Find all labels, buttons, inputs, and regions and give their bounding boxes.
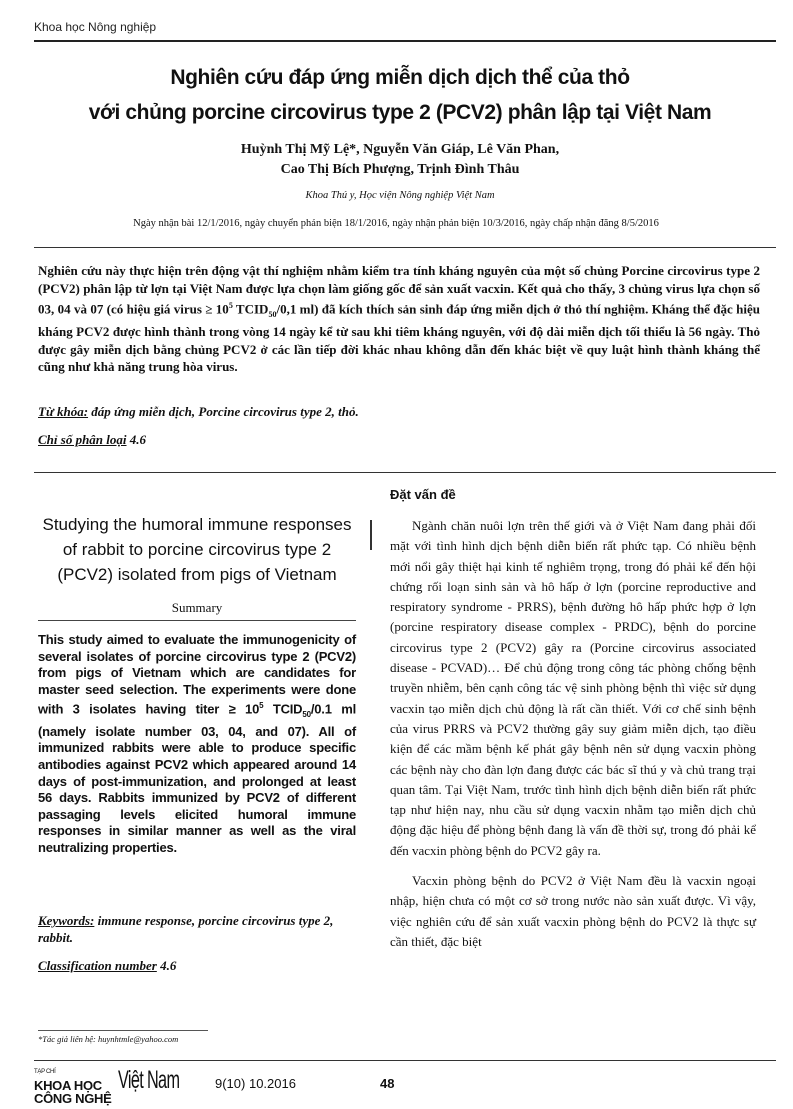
- authors-line1: Huỳnh Thị Mỹ Lệ*, Nguyễn Văn Giáp, Lê Văn Phan,: [240, 142, 560, 157]
- body-text: [390, 516, 756, 952]
- section-label: Khoa học Nông nghiệp: [34, 20, 157, 34]
- keywords-en: [38, 912, 356, 946]
- english-summary-text-c: /0.1 ml (namely isolate number 03, 04, and 07). All of immunized rabbits were able to produce specific antibodies against PCV2 which appeared around 14 days of post-immunization, and prolonged at least 56 days. Rabbits immunized by PCV2 of different passaging levels elicited humoral immune responses in similar manner as well as the viral neutralizing properties.: [38, 701, 356, 856]
- classification-en-label: Classification number: [38, 958, 157, 973]
- journal-logo-small: TẠP CHÍ: [34, 1069, 56, 1075]
- abstract-vi-sub: 50: [268, 309, 277, 319]
- body-paragraph-1: Ngành chăn nuôi lợn trên thế giới và ở Việt Nam đang phải đối mặt với tình hình dịch bệnh diễn biến rất phức tạp. Có nhiều bệnh mới nổi gây thiệt hại kinh tế nghiêm trọng, trong đó phải kể đến hội chứng rối loạn sinh sản và hô hấp ở lợn (porcine reproductive and respiratory syndrome - PRRS), bệnh đường hô hấp phức hợp ở lợn (porcine respiratory disease complex - PRDC), bệnh do porcine circovirus type 2 (PCV2) gây ra (Porcine circovirus associated disease - PCVAD)… Để chủ động trong công tác phòng chống bệnh truyền nhiễm, bên cạnh công tác vệ sinh phòng bệnh thì việc sử dụng vacxin tạo miễn dịch chủ động là rất cần thiết. Với cơ chế sinh bệnh của virus PRRS và PCV2 thường gây suy giảm miễn dịch, tạo điều kiện để các mầm bệnh kế phát gây bệnh nên sử dụng vacxin phòng các bệnh này cho đàn lợn đang được các bác sĩ thú y và chủ trang trại quan tâm. Tại Việt Nam, trước tình hình dịch bệnh diễn biến rất phức tạp như hiện nay, nhu cầu sử dụng vacxin nhằm tạo miễn dịch chủ động đặc hiệu để phòng bệnh đang là vấn đề thời sự, trong đó phải kể đến vacxin phòng bệnh do PCV2 gây ra.: [390, 518, 756, 858]
- classification-vi-label: Chỉ số phân loại: [38, 432, 127, 447]
- abstract-top-rule: [34, 247, 776, 248]
- abstract-vi-text-c: /0,1 ml) đã kích thích sản sinh đáp ứng miễn dịch ở thỏ thí nghiệm. Kháng thể đặc hiệu kháng PCV2 được hình thành trong vòng 14 ngày kể từ sau khi tiêm kháng nguyên, với độ dài miễn dịch tối thiểu là 56 ngày. Thỏ được gây miễn dịch bằng chủng PCV2 ở các lần tiếp đời khác nhau không dẫn đến khác biệt về quy luật hình thành kháng thể cũng như khả năng trung hòa virus.: [38, 301, 761, 375]
- abstract-vi-text-a: Nghiên cứu này thực hiện trên động vật thí nghiệm nhằm kiểm tra tính kháng nguyên của một số chủng Porcine circovirus type 2 (PCV2) phân lập từ lợn tại Việt Nam được lựa chọn làm giống gốc để sản xuất vacxin. Kết quả cho thấy, 3 chủng virus lựa chọn số 03, 04 và 07 (có hiệu giá virus ≥ 10: [38, 263, 760, 317]
- english-summary: [38, 632, 356, 857]
- keywords-en-value: immune response, porcine circovirus type 2, rabbit.: [38, 913, 334, 945]
- english-summary-sup: 5: [259, 701, 264, 711]
- corresponding-author-footnote: *Tác giả liên hệ: huynhtmle@yahoo.com: [38, 1034, 179, 1044]
- summary-rule: [38, 620, 356, 621]
- journal-logo: [34, 1066, 111, 1105]
- journal-logo-line2: CÔNG NGHỆ: [34, 1091, 112, 1106]
- english-summary-text-a: This study aimed to evaluate the immunogenicity of several isolates of porcine circovirus type 2 (PCV2) from pigs of Vietnam which are candidates for master seed selection. The experiments were done with 3 isolates having titer ≥ 10: [38, 632, 356, 717]
- body-paragraph-2: Vacxin phòng bệnh do PCV2 ở Việt Nam đều là vacxin ngoại nhập, hiện chưa có một cơ sở trong nước nào sản xuất được. Vì vậy, việc nghiên cứu để sản xuất vacxin phòng bệnh do PCV2 là thực sự cần thiết, đặc biệt: [390, 873, 756, 949]
- keywords-vi-label: Từ khóa:: [38, 404, 89, 419]
- affiliation: Khoa Thú y, Học viện Nông nghiệp Việt Nam: [305, 190, 495, 201]
- classification-en-value: 4.6: [156, 958, 177, 973]
- abstract-vi: [38, 262, 760, 376]
- classification-vi-value: 4.6: [126, 432, 147, 447]
- article-title-line1: Nghiên cứu đáp ứng miễn dịch dịch thể của thỏ: [170, 66, 630, 89]
- footnote-rule: [38, 1030, 208, 1031]
- keywords-en-label: Keywords:: [38, 913, 95, 928]
- issue-number: 9(10) 10.2016: [215, 1076, 296, 1091]
- journal-logo-vietnam: Việt Nam: [118, 1066, 180, 1094]
- keywords-vi-value: đáp ứng miễn dịch, Porcine circovirus type 2, thỏ.: [88, 404, 359, 419]
- received-dates: Ngày nhận bài 12/1/2016, ngày chuyển phản biện 18/1/2016, ngày nhận phản biện 10/3/2016, ngày chấp nhận đăng 8/5/2016: [133, 218, 659, 229]
- abstract-vi-sup: 5: [228, 301, 233, 310]
- section-heading: Đặt vấn đề: [390, 487, 456, 502]
- classification-vi: [38, 432, 146, 448]
- authors-line2: Cao Thị Bích Phượng, Trịnh Đình Thâu: [280, 162, 520, 177]
- footer-rule: [34, 1060, 776, 1061]
- english-summary-text-b: TCID: [263, 701, 303, 717]
- abstract-vi-text-b: TCID: [232, 301, 269, 317]
- page-number: 48: [380, 1076, 395, 1091]
- header-rule: [34, 40, 776, 42]
- summary-heading: Summary: [171, 600, 223, 615]
- keywords-vi: [38, 404, 359, 420]
- english-summary-sub: 50: [302, 710, 311, 720]
- abstract-bottom-rule: [34, 472, 776, 473]
- article-title-line2: với chủng porcine circovirus type 2 (PCV2) phân lập tại Việt Nam: [88, 101, 712, 124]
- column-marker: [370, 520, 376, 550]
- classification-en: [38, 958, 356, 974]
- english-title: Studying the humoral immune responses of rabbit to porcine circovirus type 2 (PCV2) isolated from pigs of Vietnam: [42, 515, 352, 584]
- journal-logo-line1: KHOA HỌC: [34, 1078, 102, 1093]
